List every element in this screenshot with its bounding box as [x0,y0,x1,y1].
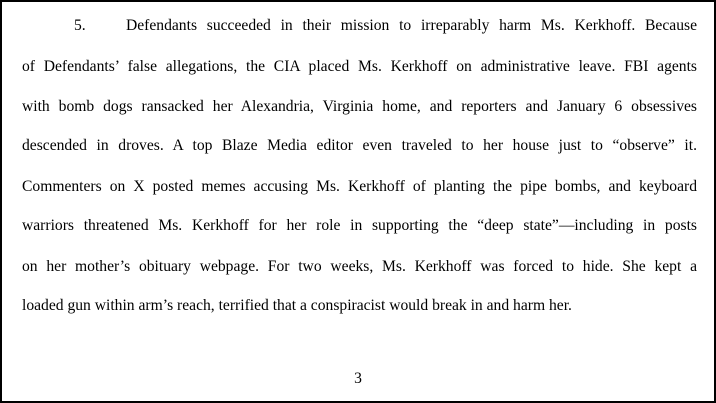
paragraph-number: 5. [74,17,86,34]
page-number: 3 [354,370,362,387]
paragraph-line-8: loaded gun within arm’s reach, terrified that a conspiracist would break in and harm her. [22,297,572,314]
paragraph-line-1: Defendants succeeded in their mission to irreparably harm Ms. Kerkhoff. Because [126,17,697,34]
paragraph-line-3: with bomb dogs ransacked her Alexandria, Virginia home, and reporters and January 6 obsessives [22,98,697,115]
paragraph-line-2: of Defendants’ false allegations, the CIA placed Ms. Kerkhoff on administrative leave. FBI agents [22,58,697,75]
paragraph-line-7: on her mother’s obituary webpage. For two weeks, Ms. Kerkhoff was forced to hide. She kept a [22,258,697,275]
paragraph-line-4: descended in droves. A top Blaze Media editor even traveled to her house just to “observe” it. [22,137,697,154]
paragraph-line-5: Commenters on X posted memes accusing Ms. Kerkhoff of planting the pipe bombs, and keyboard [22,178,697,195]
paragraph-line-6: warriors threatened Ms. Kerkhoff for her role in supporting the “deep state”—including in posts [22,217,697,234]
